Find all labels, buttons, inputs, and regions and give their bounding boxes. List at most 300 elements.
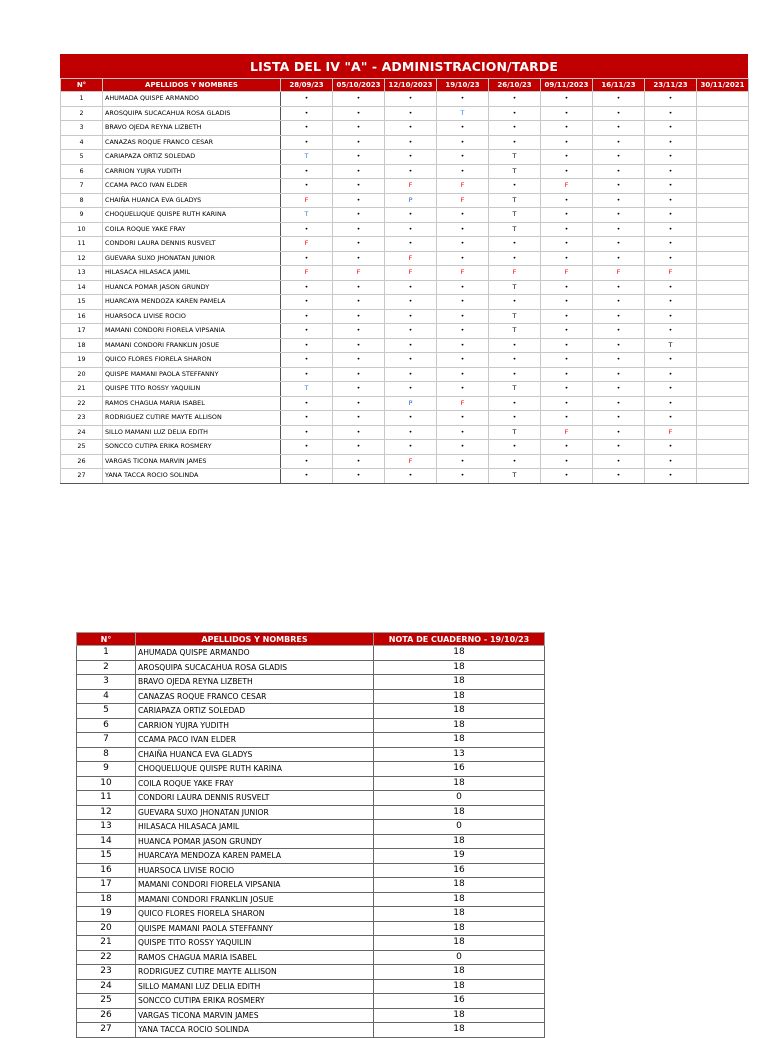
table-row: [77, 1008, 545, 1023]
row-number: 17: [61, 324, 103, 339]
attendance-mark: •: [437, 454, 489, 469]
attendance-mark: •: [541, 150, 593, 165]
table-row: [61, 164, 749, 179]
attendance-mark: •: [281, 222, 333, 237]
table-row: [77, 994, 545, 1009]
attendance-mark: •: [333, 237, 385, 252]
attendance-mark: [697, 179, 749, 194]
attendance-mark: •: [541, 106, 593, 121]
attendance-mark: F: [437, 266, 489, 281]
grade-value: 18: [374, 979, 545, 994]
attendance-mark: [697, 440, 749, 455]
grade-value: 18: [374, 1023, 545, 1038]
attendance-mark: T: [489, 280, 541, 295]
attendance-mark: [697, 425, 749, 440]
attendance-mark: T: [489, 382, 541, 397]
attendance-mark: [697, 280, 749, 295]
attendance-mark: •: [437, 425, 489, 440]
table-row: [77, 907, 545, 922]
row-number: 26: [61, 454, 103, 469]
row-number: 16: [61, 309, 103, 324]
attendance-mark: •: [281, 454, 333, 469]
attendance-mark: •: [437, 280, 489, 295]
attendance-mark: •: [281, 353, 333, 368]
student-name: CHAIÑA HUANCA EVA GLADYS: [103, 193, 281, 208]
row-number: 24: [61, 425, 103, 440]
table-row: [77, 660, 545, 675]
student-name: HILASACA HILASACA JAMIL: [136, 820, 374, 835]
grade-value: 18: [374, 733, 545, 748]
attendance-mark: •: [333, 106, 385, 121]
attendance-mark: •: [281, 135, 333, 150]
attendance-mark: •: [593, 251, 645, 266]
row-number: 23: [77, 965, 136, 980]
attendance-mark: •: [489, 251, 541, 266]
student-name: QUICO FLORES FIORELA SHARON: [103, 353, 281, 368]
table-row: [61, 425, 749, 440]
grade-value: 0: [374, 791, 545, 806]
attendance-title: LISTA DEL IV "A" - ADMINISTRACION/TARDE: [60, 54, 748, 78]
student-name: RAMOS CHAGUA MARIA ISABEL: [103, 396, 281, 411]
student-name: QUISPE MAMANI PAOLA STEFFANNY: [136, 921, 374, 936]
attendance-mark: •: [593, 440, 645, 455]
attendance-mark: •: [541, 353, 593, 368]
attendance-mark: •: [489, 295, 541, 310]
table-row: [61, 396, 749, 411]
attendance-mark: •: [437, 353, 489, 368]
attendance-mark: •: [645, 164, 697, 179]
table-row: [77, 805, 545, 820]
attendance-mark: •: [437, 295, 489, 310]
table-row: [61, 135, 749, 150]
table-row: [61, 454, 749, 469]
row-number: 13: [61, 266, 103, 281]
attendance-mark: •: [645, 353, 697, 368]
student-name: CCAMA PACO IVAN ELDER: [103, 179, 281, 194]
attendance-mark: F: [541, 425, 593, 440]
attendance-mark: •: [593, 309, 645, 324]
attendance-mark: [697, 469, 749, 484]
attendance-mark: •: [593, 324, 645, 339]
student-name: QUISPE MAMANI PAOLA STEFFANNY: [103, 367, 281, 382]
grade-value: 13: [374, 747, 545, 762]
attendance-mark: [697, 193, 749, 208]
attendance-mark: •: [593, 396, 645, 411]
attendance-mark: •: [489, 367, 541, 382]
student-name: MAMANI CONDORI FRANKLIN JOSUE: [103, 338, 281, 353]
attendance-body: [61, 92, 749, 484]
student-name: BRAVO OJEDA REYNA LIZBETH: [136, 675, 374, 690]
student-name: HUANCA POMAR JASON GRUNDY: [103, 280, 281, 295]
attendance-mark: •: [645, 454, 697, 469]
attendance-mark: •: [593, 135, 645, 150]
attendance-mark: •: [437, 92, 489, 107]
table-row: [77, 820, 545, 835]
attendance-mark: T: [489, 324, 541, 339]
attendance-mark: •: [333, 324, 385, 339]
student-name: MAMANI CONDORI FIORELA VIPSANIA: [136, 878, 374, 893]
grade-value: 18: [374, 907, 545, 922]
attendance-mark: T: [489, 469, 541, 484]
table-row: [61, 280, 749, 295]
table-row: [61, 222, 749, 237]
row-number: 8: [61, 193, 103, 208]
attendance-mark: •: [541, 280, 593, 295]
row-number: 15: [77, 849, 136, 864]
table-row: [77, 936, 545, 951]
attendance-mark: F: [385, 266, 437, 281]
grade-value: 18: [374, 776, 545, 791]
attendance-mark: •: [489, 179, 541, 194]
attendance-mark: •: [541, 208, 593, 223]
attendance-header-cell: 26/10/23: [489, 79, 541, 92]
attendance-mark: •: [645, 208, 697, 223]
attendance-mark: •: [645, 106, 697, 121]
student-name: QUICO FLORES FIORELA SHARON: [136, 907, 374, 922]
attendance-mark: •: [593, 367, 645, 382]
attendance-header-cell: 30/11/2021: [697, 79, 749, 92]
attendance-mark: •: [593, 150, 645, 165]
attendance-header-cell: 19/10/23: [437, 79, 489, 92]
attendance-mark: •: [281, 309, 333, 324]
table-row: [61, 367, 749, 382]
student-name: CANAZAS ROQUE FRANCO CESAR: [103, 135, 281, 150]
attendance-mark: •: [437, 440, 489, 455]
grade-value: 18: [374, 878, 545, 893]
attendance-mark: •: [385, 121, 437, 136]
grade-value: 19: [374, 849, 545, 864]
student-name: CCAMA PACO IVAN ELDER: [136, 733, 374, 748]
row-number: 13: [77, 820, 136, 835]
attendance-header-cell: 05/10/2023: [333, 79, 385, 92]
table-row: [77, 733, 545, 748]
attendance-mark: F: [541, 266, 593, 281]
attendance-mark: •: [333, 280, 385, 295]
attendance-mark: [697, 411, 749, 426]
row-number: 1: [77, 646, 136, 661]
attendance-mark: •: [385, 222, 437, 237]
attendance-mark: •: [541, 396, 593, 411]
row-number: 22: [77, 950, 136, 965]
attendance-sheet: [60, 54, 748, 484]
attendance-mark: •: [385, 106, 437, 121]
row-number: 20: [61, 367, 103, 382]
grades-body: [77, 646, 545, 1038]
row-number: 25: [77, 994, 136, 1009]
grade-value: 16: [374, 762, 545, 777]
student-name: CANAZAS ROQUE FRANCO CESAR: [136, 689, 374, 704]
attendance-mark: •: [281, 469, 333, 484]
attendance-mark: •: [645, 396, 697, 411]
attendance-mark: •: [437, 309, 489, 324]
row-number: 20: [77, 921, 136, 936]
attendance-mark: [697, 295, 749, 310]
attendance-header-cell: N°: [61, 79, 103, 92]
attendance-mark: [697, 222, 749, 237]
row-number: 2: [61, 106, 103, 121]
attendance-mark: •: [593, 425, 645, 440]
attendance-mark: •: [333, 164, 385, 179]
attendance-mark: •: [645, 469, 697, 484]
attendance-mark: •: [437, 121, 489, 136]
row-number: 27: [77, 1023, 136, 1038]
table-row: [77, 675, 545, 690]
attendance-mark: •: [385, 309, 437, 324]
student-name: HILASACA HILASACA JAMIL: [103, 266, 281, 281]
attendance-mark: •: [333, 92, 385, 107]
table-row: [61, 411, 749, 426]
attendance-mark: •: [437, 411, 489, 426]
attendance-mark: •: [593, 193, 645, 208]
table-row: [77, 1023, 545, 1038]
table-row: [61, 237, 749, 252]
attendance-mark: T: [489, 222, 541, 237]
table-row: [77, 762, 545, 777]
attendance-header-cell: APELLIDOS Y NOMBRES: [103, 79, 281, 92]
row-number: 5: [77, 704, 136, 719]
attendance-mark: [697, 266, 749, 281]
attendance-mark: •: [333, 411, 385, 426]
grades-header-cell: NOTA DE CUADERNO - 19/10/23: [374, 633, 545, 646]
grades-sheet: [76, 632, 544, 1038]
table-row: [61, 382, 749, 397]
attendance-mark: •: [645, 222, 697, 237]
row-number: 10: [77, 776, 136, 791]
attendance-mark: •: [385, 411, 437, 426]
attendance-mark: •: [281, 280, 333, 295]
attendance-mark: •: [333, 121, 385, 136]
table-row: [77, 718, 545, 733]
attendance-mark: [697, 309, 749, 324]
student-name: CARRION YUJRA YUDITH: [103, 164, 281, 179]
attendance-mark: •: [645, 193, 697, 208]
attendance-mark: •: [593, 121, 645, 136]
row-number: 3: [77, 675, 136, 690]
table-row: [77, 921, 545, 936]
attendance-mark: [697, 164, 749, 179]
student-name: YANA TACCA ROCIO SOLINDA: [103, 469, 281, 484]
attendance-mark: •: [385, 367, 437, 382]
attendance-header-row: [61, 79, 749, 92]
table-row: [61, 208, 749, 223]
attendance-mark: •: [437, 324, 489, 339]
attendance-mark: T: [281, 208, 333, 223]
attendance-mark: •: [645, 150, 697, 165]
attendance-mark: [697, 367, 749, 382]
attendance-mark: •: [645, 121, 697, 136]
table-row: [61, 150, 749, 165]
attendance-mark: F: [437, 179, 489, 194]
attendance-mark: •: [593, 454, 645, 469]
student-name: AROSQUIPA SUCACAHUA ROSA GLADIS: [103, 106, 281, 121]
attendance-mark: •: [489, 411, 541, 426]
row-number: 25: [61, 440, 103, 455]
student-name: CHOQUELUQUE QUISPE RUTH KARINA: [103, 208, 281, 223]
table-row: [61, 266, 749, 281]
attendance-mark: •: [281, 396, 333, 411]
table-row: [61, 353, 749, 368]
attendance-mark: •: [489, 338, 541, 353]
student-name: CHAIÑA HUANCA EVA GLADYS: [136, 747, 374, 762]
row-number: 6: [77, 718, 136, 733]
attendance-mark: •: [333, 193, 385, 208]
attendance-mark: •: [541, 324, 593, 339]
attendance-mark: •: [333, 367, 385, 382]
attendance-mark: •: [333, 150, 385, 165]
attendance-mark: •: [385, 135, 437, 150]
row-number: 12: [61, 251, 103, 266]
grade-value: 0: [374, 950, 545, 965]
attendance-mark: •: [385, 440, 437, 455]
grade-value: 18: [374, 660, 545, 675]
row-number: 21: [61, 382, 103, 397]
row-number: 5: [61, 150, 103, 165]
attendance-mark: P: [385, 396, 437, 411]
student-name: GUEVARA SUXO JHONATAN JUNIOR: [136, 805, 374, 820]
grades-header-row: [77, 633, 545, 646]
attendance-mark: •: [385, 338, 437, 353]
student-name: HUARSOCA LIVISE ROCIO: [136, 863, 374, 878]
attendance-mark: •: [489, 353, 541, 368]
table-row: [61, 324, 749, 339]
attendance-mark: •: [593, 469, 645, 484]
attendance-mark: •: [489, 396, 541, 411]
table-row: [77, 965, 545, 980]
attendance-mark: [697, 121, 749, 136]
attendance-mark: •: [541, 309, 593, 324]
row-number: 11: [61, 237, 103, 252]
row-number: 2: [77, 660, 136, 675]
attendance-mark: •: [333, 208, 385, 223]
table-row: [77, 849, 545, 864]
student-name: HUARCAYA MENDOZA KAREN PAMELA: [136, 849, 374, 864]
attendance-mark: [697, 237, 749, 252]
attendance-mark: •: [593, 164, 645, 179]
student-name: CARIAPAZA ORTIZ SOLEDAD: [103, 150, 281, 165]
student-name: SONCCO CUTIPA ERIKA ROSMERY: [103, 440, 281, 455]
attendance-mark: •: [333, 222, 385, 237]
attendance-mark: F: [385, 251, 437, 266]
grade-value: 18: [374, 675, 545, 690]
attendance-mark: •: [593, 338, 645, 353]
grade-value: 18: [374, 936, 545, 951]
student-name: CHOQUELUQUE QUISPE RUTH KARINA: [136, 762, 374, 777]
attendance-mark: •: [437, 469, 489, 484]
attendance-mark: •: [489, 121, 541, 136]
student-name: QUISPE TITO ROSSY YAQUILIN: [103, 382, 281, 397]
attendance-mark: •: [541, 135, 593, 150]
attendance-mark: •: [281, 324, 333, 339]
student-name: BRAVO OJEDA REYNA LIZBETH: [103, 121, 281, 136]
attendance-mark: •: [541, 237, 593, 252]
attendance-mark: •: [489, 454, 541, 469]
attendance-mark: •: [385, 237, 437, 252]
row-number: 27: [61, 469, 103, 484]
row-number: 14: [61, 280, 103, 295]
attendance-mark: •: [333, 179, 385, 194]
attendance-mark: •: [541, 92, 593, 107]
attendance-mark: •: [541, 454, 593, 469]
row-number: 4: [77, 689, 136, 704]
attendance-mark: •: [541, 251, 593, 266]
student-name: SILLO MAMANI LUZ DELIA EDITH: [103, 425, 281, 440]
student-name: GUEVARA SUXO JHONATAN JUNIOR: [103, 251, 281, 266]
attendance-mark: [697, 454, 749, 469]
attendance-mark: •: [645, 135, 697, 150]
attendance-mark: •: [593, 382, 645, 397]
grade-value: 18: [374, 1008, 545, 1023]
row-number: 3: [61, 121, 103, 136]
student-name: CONDORI LAURA DENNIS RUSVELT: [103, 237, 281, 252]
attendance-mark: •: [645, 237, 697, 252]
row-number: 16: [77, 863, 136, 878]
attendance-mark: F: [281, 266, 333, 281]
grades-header-cell: N°: [77, 633, 136, 646]
attendance-mark: •: [645, 280, 697, 295]
student-name: AHUMADA QUISPE ARMANDO: [103, 92, 281, 107]
attendance-mark: •: [385, 92, 437, 107]
student-name: CONDORI LAURA DENNIS RUSVELT: [136, 791, 374, 806]
student-name: HUARSOCA LIVISE ROCIO: [103, 309, 281, 324]
attendance-mark: •: [333, 135, 385, 150]
attendance-mark: •: [541, 440, 593, 455]
attendance-mark: •: [645, 309, 697, 324]
attendance-header-cell: 12/10/2023: [385, 79, 437, 92]
attendance-mark: •: [541, 367, 593, 382]
attendance-mark: •: [281, 295, 333, 310]
grade-value: 18: [374, 834, 545, 849]
attendance-mark: •: [645, 440, 697, 455]
student-name: VARGAS TICONA MARVIN JAMES: [136, 1008, 374, 1023]
attendance-mark: [697, 396, 749, 411]
row-number: 12: [77, 805, 136, 820]
attendance-mark: •: [333, 425, 385, 440]
table-row: [77, 791, 545, 806]
student-name: AHUMADA QUISPE ARMANDO: [136, 646, 374, 661]
attendance-mark: •: [541, 222, 593, 237]
attendance-mark: •: [541, 121, 593, 136]
attendance-mark: •: [385, 353, 437, 368]
attendance-mark: •: [281, 440, 333, 455]
attendance-mark: •: [645, 411, 697, 426]
grades-table: [76, 632, 545, 1038]
attendance-mark: F: [437, 193, 489, 208]
attendance-mark: •: [333, 440, 385, 455]
grade-value: 18: [374, 921, 545, 936]
table-row: [77, 979, 545, 994]
attendance-mark: •: [333, 396, 385, 411]
attendance-mark: F: [333, 266, 385, 281]
attendance-mark: •: [645, 179, 697, 194]
attendance-mark: •: [281, 179, 333, 194]
attendance-mark: [697, 353, 749, 368]
student-name: CARRION YUJRA YUDITH: [136, 718, 374, 733]
grade-value: 18: [374, 892, 545, 907]
student-name: MAMANI CONDORI FRANKLIN JOSUE: [136, 892, 374, 907]
table-row: [61, 251, 749, 266]
attendance-mark: F: [281, 193, 333, 208]
row-number: 22: [61, 396, 103, 411]
attendance-mark: •: [333, 309, 385, 324]
row-number: 4: [61, 135, 103, 150]
attendance-header-cell: 09/11/2023: [541, 79, 593, 92]
attendance-mark: •: [489, 135, 541, 150]
attendance-mark: •: [385, 208, 437, 223]
table-row: [77, 776, 545, 791]
row-number: 26: [77, 1008, 136, 1023]
row-number: 18: [77, 892, 136, 907]
attendance-mark: F: [593, 266, 645, 281]
